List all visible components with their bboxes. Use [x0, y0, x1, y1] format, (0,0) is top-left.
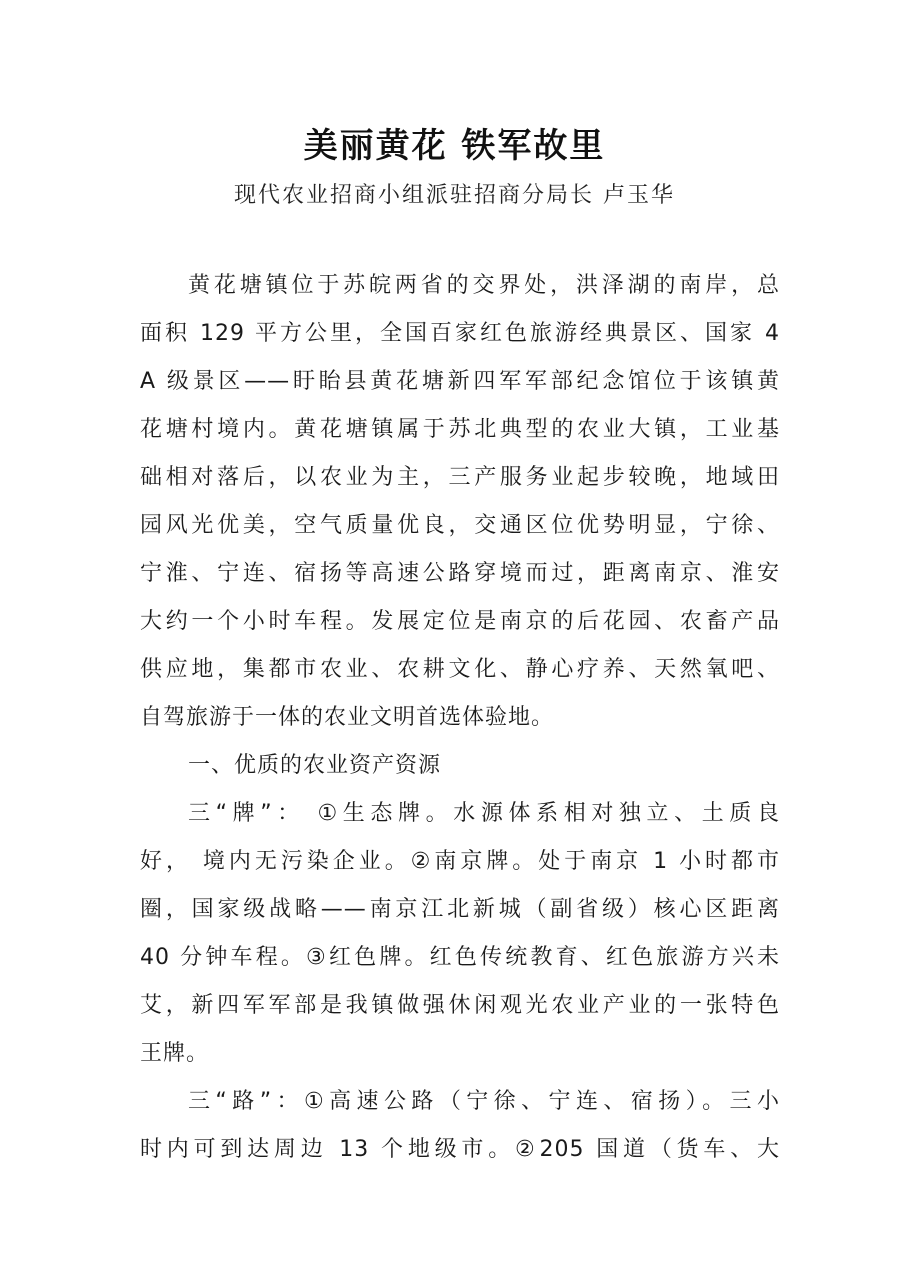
paragraph-three-roads	[140, 1078, 780, 1174]
text-line: 好， 境内无污染企业。②南京牌。处于南京 1 小时都市	[140, 849, 780, 874]
document-title: 美丽黄花 铁军故里	[303, 126, 606, 166]
paragraph-three-brands	[140, 790, 780, 1078]
text-line: 时内可到达周边 13 个地级市。②205 国道（货车、大	[140, 1137, 780, 1162]
document-subtitle: 现代农业招商小组派驻招商分局长 卢玉华	[234, 183, 675, 208]
text-line: 40 分钟车程。③红色牌。红色传统教育、红色旅游方兴未	[140, 945, 780, 970]
text-line: A 级景区——盱眙县黄花塘新四军军部纪念馆位于该镇黄	[140, 369, 780, 394]
text-line: 面积 129 平方公里，全国百家红色旅游经典景区、国家 4	[140, 321, 780, 346]
section-heading-text: 一、优质的农业资产资源	[188, 753, 442, 778]
text-line: 三“路”：①高速公路（宁徐、宁连、宿扬）。三小	[188, 1089, 780, 1114]
text-line: 供应地，集都市农业、农耕文化、静心疗养、天然氧吧、	[140, 657, 780, 682]
text-line: 宁淮、宁连、宿扬等高速公路穿境而过，距离南京、淮安	[140, 561, 780, 586]
paragraph-intro	[140, 262, 780, 742]
text-line: 艾，新四军军部是我镇做强休闲观光农业产业的一张特色	[140, 993, 780, 1018]
text-line: 园风光优美，空气质量优良，交通区位优势明显，宁徐、	[140, 513, 780, 538]
document-body	[140, 262, 780, 1174]
text-line: 三“牌”： ①生态牌。水源体系相对独立、土质良	[188, 801, 780, 826]
text-line: 王牌。	[140, 1041, 210, 1066]
text-line: 自驾旅游于一体的农业文明首选体验地。	[140, 705, 555, 730]
text-line: 础相对落后，以农业为主，三产服务业起步较晚，地域田	[140, 465, 780, 490]
section-heading	[140, 742, 780, 790]
text-line: 花塘村境内。黄花塘镇属于苏北典型的农业大镇，工业基	[140, 417, 780, 442]
text-line: 大约一个小时车程。发展定位是南京的后花园、农畜产品	[140, 609, 780, 634]
text-line: 圈，国家级战略——南京江北新城（副省级）核心区距离	[140, 897, 780, 922]
text-line: 黄花塘镇位于苏皖两省的交界处，洪泽湖的南岸，总	[188, 273, 780, 298]
